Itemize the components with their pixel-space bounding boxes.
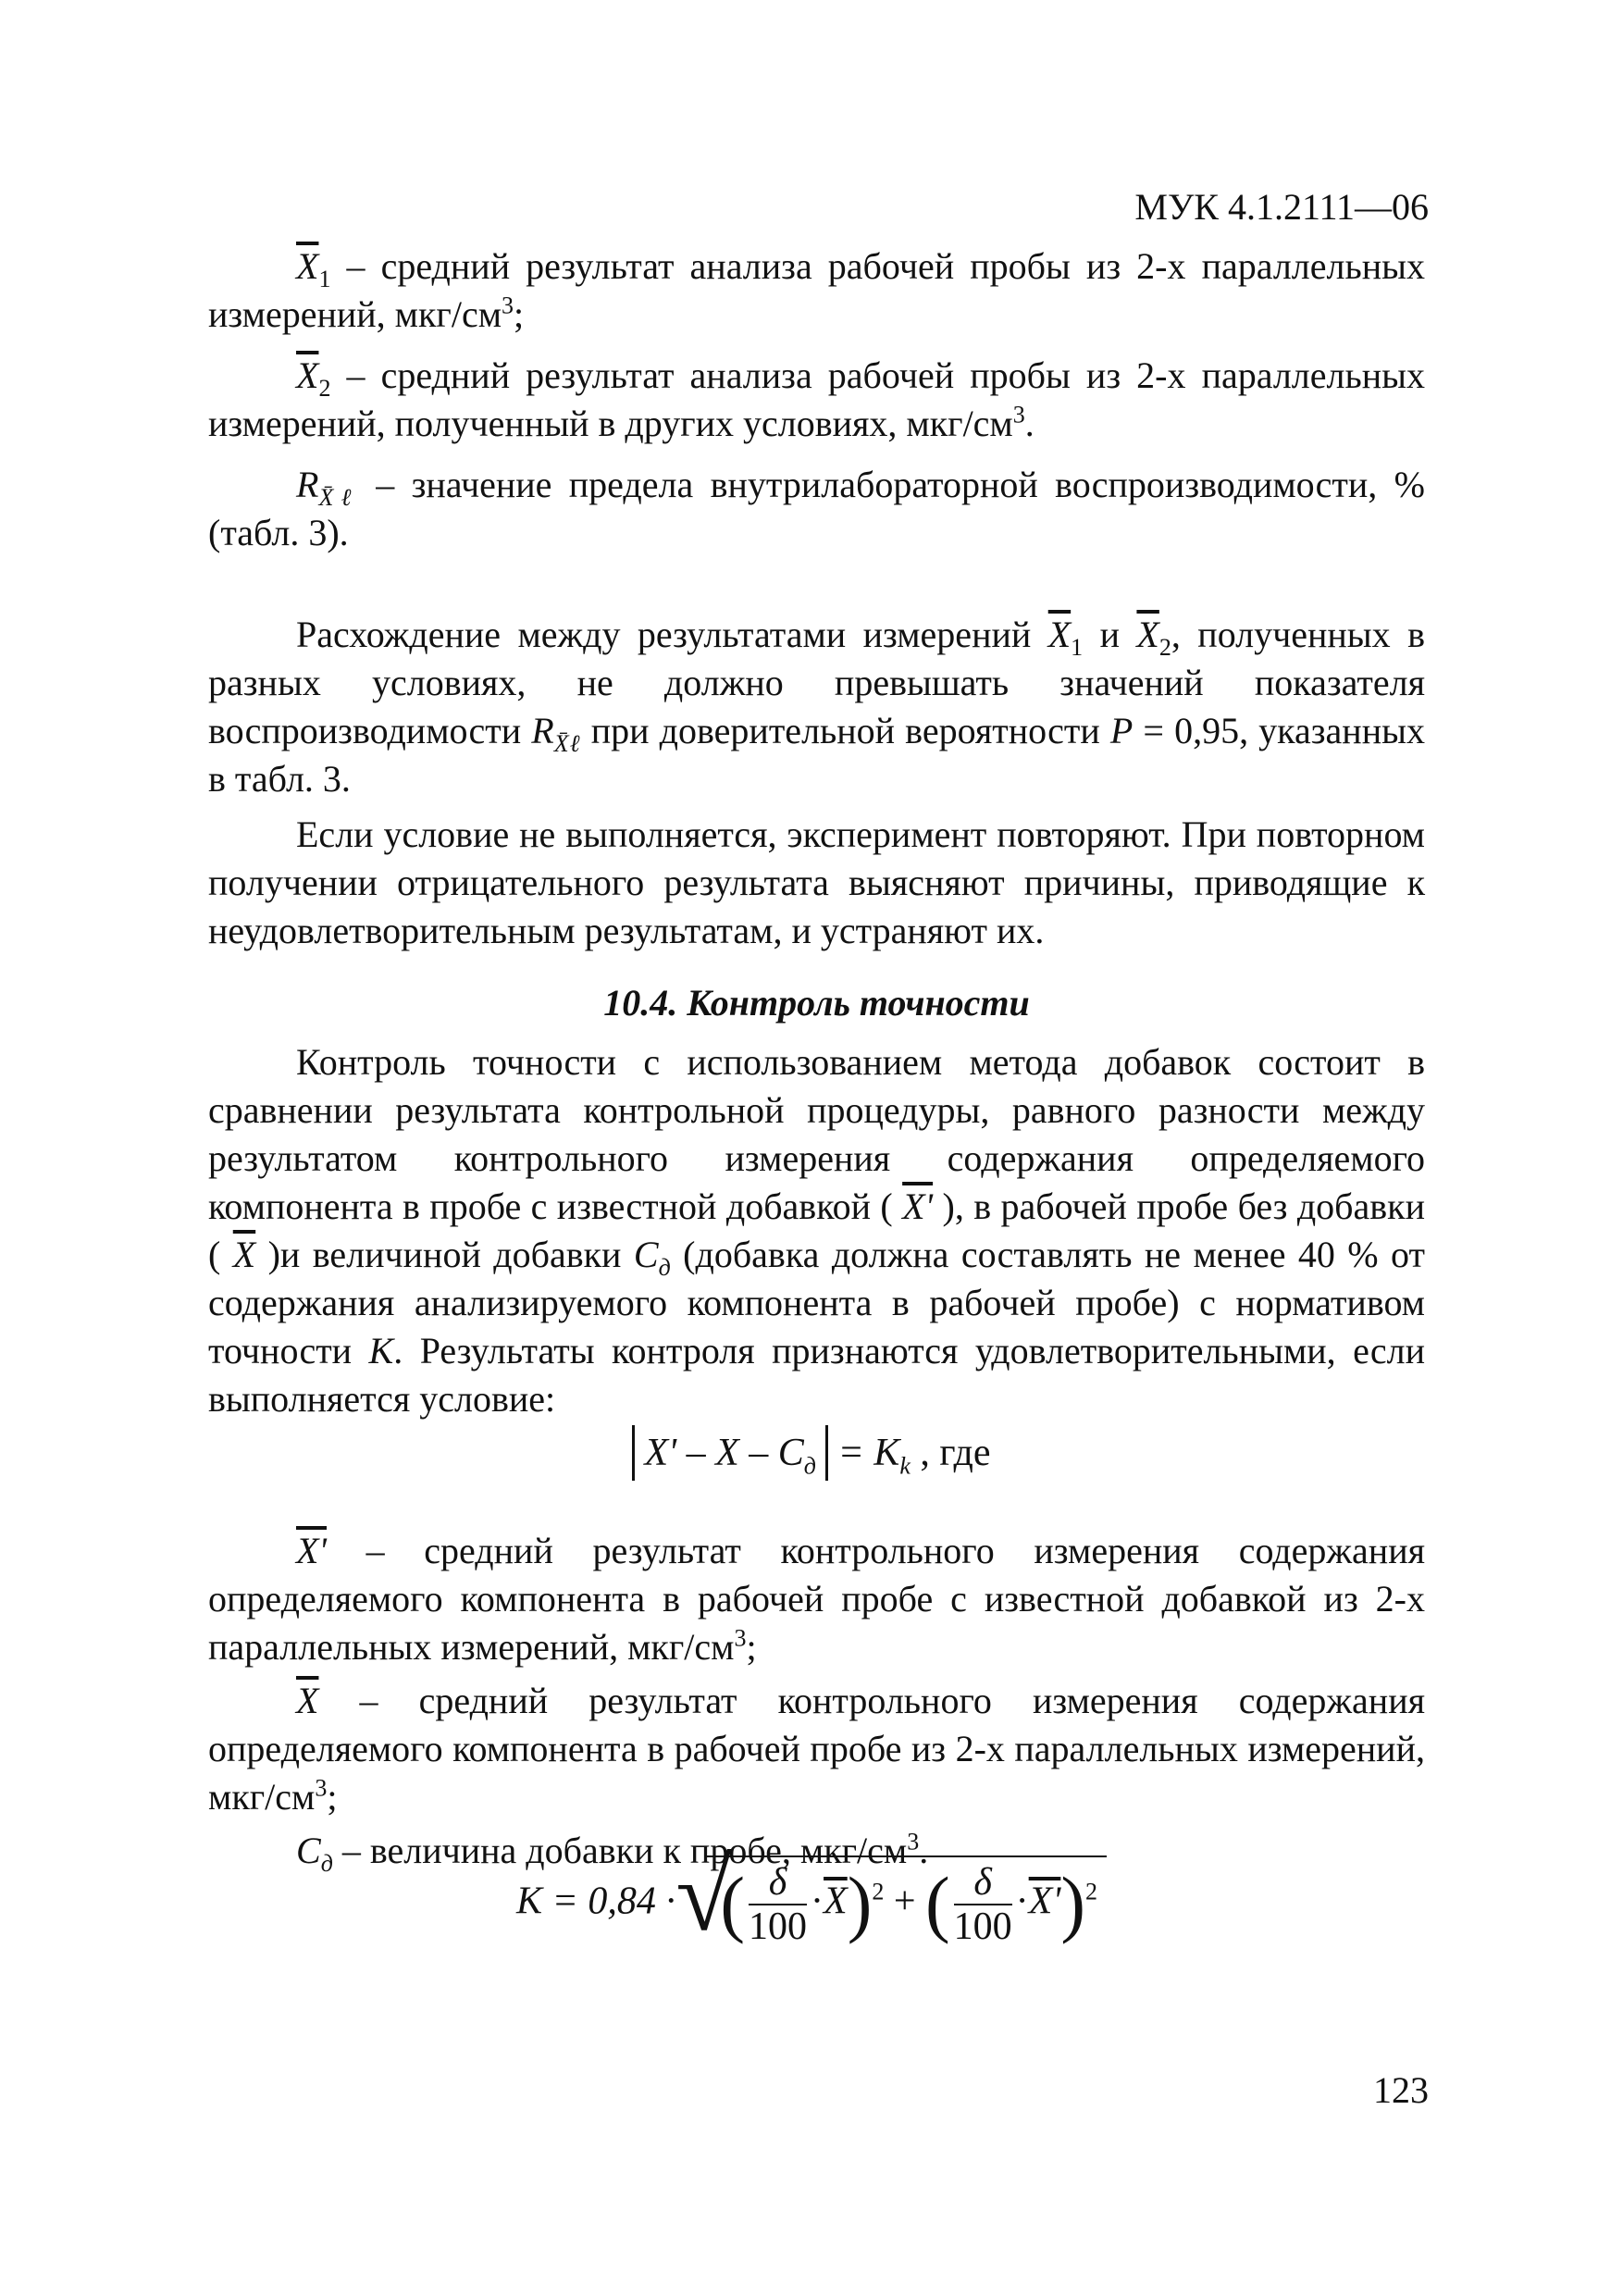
definition-x: $\overline{X}$ – средний результат контрольного измерения содержания определяемого компонента в рабочей пробе из 2-х параллельных измерений, мкг/$см^3$; — [208, 1680, 1425, 1818]
paragraph-discrepancy: Расхождение между результатами измерений $\overline{X}_1$ и $\overline{X}_2$, полученных в разных условиях, не должно превышать значений показателя воспроизводимости $R_{X̄\ell}$ при доверительной вероятности P = 0,95, указанных в табл. 3. — [208, 614, 1425, 800]
definitions-block-2 — [208, 1527, 1425, 1875]
control-condition-formula: $X' - X - C_д = K_k$ , где — [0, 1425, 1623, 1481]
definition-cd: $C_д$ – величина добавки к пробе, мкг/$см^3$. — [296, 1828, 929, 1877]
definition-x2: $\overline{X}_2$ – средний результат анализа рабочей пробы из 2-х параллельных измерений, полученный в других условиях, мкг/$см^3$. — [208, 354, 1425, 444]
section-heading: 10.4. Контроль точности — [603, 982, 1030, 1024]
accuracy-standard-formula: K = 0,84 · √ ( $\frac{\delta}{100}$ $\cdot\overline{X})^2$ + ( $\frac{\delta}{100}$ ·X')$^2$ — [0, 1855, 1623, 1948]
page-number: 123 — [1373, 2069, 1429, 2111]
document-code: МУК 4.1.2111—06 — [1134, 186, 1429, 228]
definition-rx: $R_{X̄\ell}$ – значение предела внутрилабораторной воспроизводимости, % (табл. 3). — [208, 464, 1425, 553]
paragraph-repeat: Если условие не выполняется, эксперимент повторяют. При повторном получении отрицательного результата выясняют причины, приводящие к неудовлетворительным результатам, и устраняют их. — [208, 813, 1425, 951]
definition-x1: $\overline{X}_1$ – средний результат анализа рабочей пробы из 2-х параллельных измерений, мкг/$см^3$; — [208, 245, 1425, 335]
definition-x-prime: X' – средний результат контрольного измерения содержания определяемого компонента в рабочей пробе с известной добавкой из 2-х параллельных измерений, мкг/$см^3$; — [208, 1530, 1425, 1668]
definitions-block-1 — [208, 242, 1425, 557]
absolute-difference: X' – X – $C_д$ — [632, 1425, 827, 1481]
paragraph-control: Контроль точности с использованием метода добавок состоит в сравнении результата контрольной процедуры, равного разности между результатом контрольного измерения содержания определяемого компонента в пробе с известной добавкой ( X' ), в рабочей пробе без добавки ( $\overline{X}$ )и величиной добавки $C_д$ (добавка должна составлять не менее 40 % от содержания анализируемого компонента в рабочей пробе) с нормативом точности K. Результаты контроля признаются удовлетворительными, если выполняется условие: — [208, 1041, 1426, 1420]
square-root: √ ( $\frac{\delta}{100}$ $\cdot\overline{X})^2$ + ( $\frac{\delta}{100}$ ·X')$^2$ — [707, 1855, 1107, 1948]
